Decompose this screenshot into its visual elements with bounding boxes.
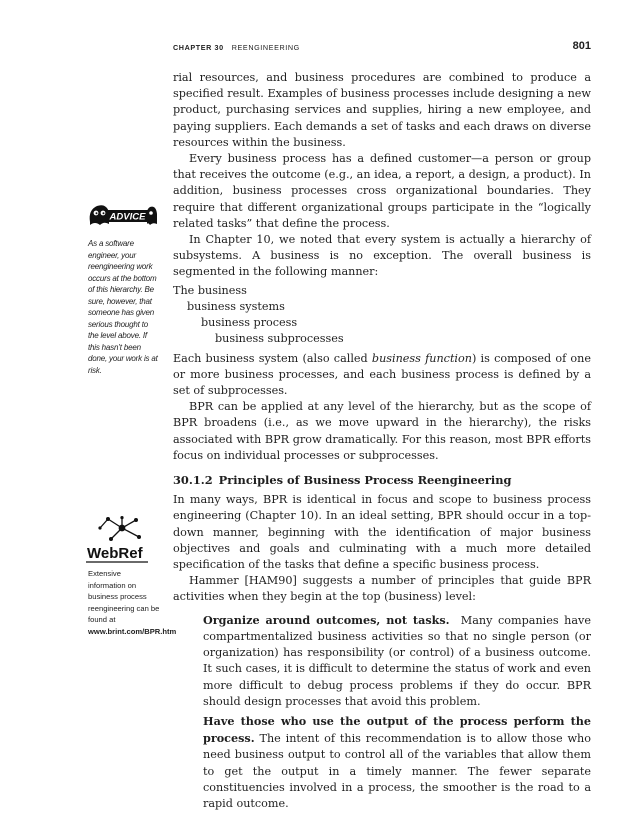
page-number: 801 xyxy=(572,40,591,52)
hierarchy-level-3: business process xyxy=(201,315,298,329)
text-run: Each business system (also called xyxy=(173,351,372,365)
webref-link[interactable]: www.brint.com/BPR.htm xyxy=(88,626,177,636)
section-heading xyxy=(173,472,591,488)
principle-title: Have those who use the output of the process perform the process. xyxy=(203,713,591,746)
hierarchy-level-4: business subprocesses xyxy=(215,331,344,345)
principle-text: The intent of this recommendation is to allow those who need business output to control all of the variables that allow them to get the output in a timely manner. The fewer separate constituencies involved in a process, the smoother is the road to a rapid outcome. xyxy=(203,732,591,810)
paragraph: In many ways, BPR is identical in focus and scope to business process engineering (Chapter 10). In an ideal setting, BPR should occur in a top-down manner, beginning with the identification of major business objectives and goals and culminating with a much more detailed specification of the tasks that define a specific business process. xyxy=(173,493,591,572)
paragraph: Every business process has a defined customer—a person or group that receives the outcome (e.g., an idea, a report, a design, a product). In addition, business processes cross organizational boundaries. They require that different organizational groups participate in the “logically related tasks” that define the process. xyxy=(173,152,591,230)
principles-list xyxy=(203,612,591,812)
advice-ghost-icon xyxy=(86,202,158,228)
principle-text: Many companies have compartmentalized business activities so that no single person (or organization) has responsibility (or control) of a business outcome. It such cases, it is difficult to determine the status of work and even more difficult to debug process problems if they do occur. BPR should design processes that avoid this problem. xyxy=(203,613,591,708)
running-header xyxy=(173,40,591,54)
principle-title: Organize around outcomes, not tasks. xyxy=(203,612,450,627)
webref-description: Extensive information on business process reengineering can be found at xyxy=(88,569,160,624)
section-title: Principles of Business Process Reengineering xyxy=(218,473,512,488)
webref-label: WebRef xyxy=(87,545,143,562)
paragraph: BPR can be applied at any level of the hierarchy, but as the scope of BPR broadens (i.e., as we move upward in the hierarchy), the risks associated with BPR grow dramatically. For this reason, most BPR efforts focus on individual processes or subprocesses. xyxy=(173,400,591,462)
emphasis: business function xyxy=(371,351,472,365)
hierarchy-level-2: business systems xyxy=(187,299,285,313)
chapter-number: CHAPTER 30 xyxy=(173,43,224,52)
paragraph: Hammer [HAM90] suggests a number of principles that guide BPR activities when they begin at the top (business) level: xyxy=(173,574,591,604)
chapter-label xyxy=(173,43,300,52)
main-text xyxy=(173,70,591,815)
webref-note xyxy=(88,568,177,637)
text-run: ) is composed of one or more business processes, and each business process is defined by a set of subprocesses. xyxy=(173,351,591,398)
paragraph: rial resources, and business procedures are combined to produce a specified result. Examples of business processes include designing a new product, purchasing services and supplies, hiring a new employee, and paying suppliers. Each demands a set of tasks and each draws on diverse resources within the business. xyxy=(173,71,591,149)
paragraph: In Chapter 10, we noted that every system is actually a hierarchy of subsystems. A business is no exception. The overall business is segmented in the following manner: xyxy=(173,233,591,279)
principle-item xyxy=(203,713,591,812)
chapter-title: REENGINEERING xyxy=(231,43,300,52)
business-hierarchy xyxy=(173,283,591,347)
principle-item xyxy=(203,612,591,710)
paragraph xyxy=(173,351,591,400)
webref-icon xyxy=(86,516,150,564)
section-number: 30.1.2 xyxy=(173,473,213,488)
hierarchy-level-1: The business xyxy=(173,283,247,297)
advice-label: ADVICE xyxy=(109,211,146,223)
advice-note: As a software engineer, your reengineering work occurs at the bottom of this hierarchy. Be sure, however, that someone has given serious thought to the level above. If this hasn’t been done, your work is at risk. xyxy=(88,239,158,375)
